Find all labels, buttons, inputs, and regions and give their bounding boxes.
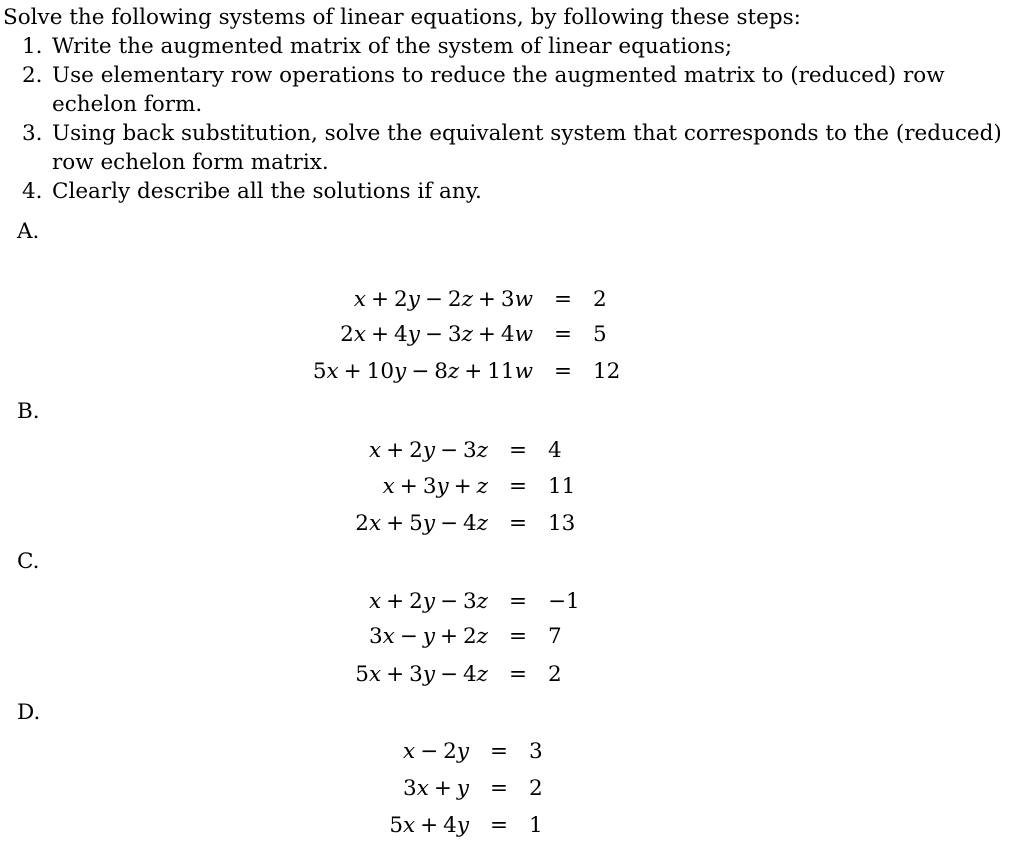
coefficient: 3 — [422, 474, 437, 499]
equation-rhs: 2 — [593, 287, 607, 312]
variable: y — [436, 474, 449, 499]
step-text: Use elementary row operations to reduce the augmented matrix to (reduced) row echelon form. — [52, 63, 945, 117]
variable: y — [456, 739, 469, 764]
variable: x — [353, 287, 366, 312]
coefficient: 2 — [394, 287, 408, 312]
variable: x — [353, 322, 366, 347]
step-item — [3, 61, 1018, 119]
coefficient: 4 — [462, 662, 477, 687]
coefficient: 11 — [487, 359, 515, 384]
coefficient: 2 — [447, 287, 462, 312]
operator: − — [399, 624, 418, 649]
equals-sign: = — [508, 624, 527, 649]
step-number: 4. — [22, 179, 43, 204]
operator: − — [424, 287, 443, 312]
equals-sign: = — [553, 322, 572, 347]
variable: z — [461, 287, 473, 312]
variable: y — [456, 813, 469, 838]
coefficient: 2 — [443, 739, 457, 764]
equation-rhs: 2 — [529, 776, 543, 801]
operator: + — [386, 438, 405, 463]
coefficient: 3 — [409, 662, 423, 687]
coefficient: 3 — [447, 322, 462, 347]
equation-lhs — [340, 320, 533, 350]
variable: y — [422, 624, 435, 649]
variable: x — [368, 511, 382, 536]
equation-row — [0, 737, 469, 767]
variable: x — [403, 813, 416, 838]
coefficient: 2 — [409, 589, 423, 614]
equals-sign: = — [489, 813, 508, 838]
operator: − — [420, 739, 439, 764]
equation-rhs: 12 — [593, 359, 621, 384]
equals-sign: = — [508, 438, 527, 463]
term — [409, 511, 435, 536]
equals-sign: = — [508, 589, 527, 614]
equation-row — [0, 320, 533, 350]
equation-rhs: 13 — [548, 511, 576, 536]
coefficient: 3 — [403, 776, 417, 801]
term — [355, 662, 381, 687]
equation-rhs: 5 — [593, 322, 607, 347]
term — [367, 359, 407, 384]
term — [463, 438, 488, 463]
coefficient: 4 — [462, 511, 477, 536]
instructions-heading: Solve the following systems of linear equations, by following these steps: — [3, 5, 801, 30]
variable: z — [476, 511, 488, 536]
variable: z — [461, 322, 473, 347]
variable: w — [514, 359, 533, 384]
equals-sign: = — [489, 776, 508, 801]
steps-list — [3, 32, 1018, 206]
variable: y — [422, 662, 435, 687]
term — [369, 438, 381, 463]
equation-lhs — [403, 737, 469, 767]
operator: + — [477, 322, 496, 347]
equation-lhs — [313, 357, 533, 387]
variable: y — [407, 322, 420, 347]
term — [434, 359, 459, 384]
coefficient: 4 — [500, 322, 515, 347]
coefficient: 3 — [500, 287, 515, 312]
problem-label: B. — [17, 399, 40, 424]
coefficient: 5 — [389, 813, 403, 838]
variable: z — [476, 474, 488, 499]
instructions — [3, 3, 1018, 206]
variable: w — [514, 322, 533, 347]
term — [443, 739, 469, 764]
operator: − — [424, 322, 443, 347]
coefficient: 8 — [434, 359, 448, 384]
step-number: 3. — [22, 121, 43, 146]
equation-row — [0, 509, 488, 539]
term — [409, 589, 435, 614]
term — [313, 359, 339, 384]
equation-lhs — [389, 811, 469, 841]
term — [409, 438, 435, 463]
equation-row — [0, 622, 488, 652]
operator: + — [439, 624, 458, 649]
term — [389, 813, 415, 838]
equation-row — [0, 774, 469, 804]
operator: − — [439, 511, 458, 536]
term — [394, 322, 420, 347]
step-item — [3, 177, 1018, 206]
variable: x — [368, 662, 382, 687]
equation-rhs: 1 — [529, 813, 543, 838]
coefficient: 5 — [312, 359, 327, 384]
term — [394, 287, 420, 312]
term — [463, 511, 488, 536]
equation-lhs — [355, 509, 488, 539]
problem-label: C. — [17, 549, 40, 574]
term — [448, 287, 473, 312]
step-text: Using back substitution, solve the equivalent system that corresponds to the (reduced) row echelon form matrix. — [52, 121, 1002, 175]
term — [463, 589, 488, 614]
variable: y — [422, 589, 435, 614]
step-item — [3, 32, 1018, 61]
variable: x — [416, 776, 429, 801]
variable: w — [514, 287, 533, 312]
term — [423, 624, 435, 649]
coefficient: 3 — [462, 589, 477, 614]
term — [403, 739, 415, 764]
coefficient: 3 — [368, 624, 383, 649]
operator: + — [464, 359, 483, 384]
term — [369, 624, 395, 649]
coefficient: 2 — [355, 511, 369, 536]
variable: z — [447, 359, 460, 384]
operator: − — [439, 589, 458, 614]
equation-row — [0, 472, 488, 502]
problem-label: A. — [17, 219, 40, 244]
term — [501, 287, 533, 312]
operator: + — [453, 474, 472, 499]
operator: + — [386, 511, 405, 536]
coefficient: 5 — [355, 662, 369, 687]
equation-lhs — [383, 472, 488, 502]
equals-sign: = — [553, 287, 572, 312]
variable: x — [403, 739, 416, 764]
equation-lhs — [369, 587, 488, 617]
term — [463, 624, 488, 649]
operator: + — [433, 776, 452, 801]
operator: + — [371, 287, 390, 312]
term — [463, 662, 488, 687]
variable: x — [368, 589, 382, 614]
variable: x — [368, 438, 382, 463]
variable: x — [382, 474, 395, 499]
variable: z — [476, 589, 488, 614]
variable: x — [382, 624, 395, 649]
coefficient: 4 — [394, 322, 408, 347]
term — [487, 359, 533, 384]
operator: + — [386, 589, 405, 614]
step-item — [3, 119, 1018, 177]
term — [448, 322, 473, 347]
equals-sign: = — [508, 511, 527, 536]
term — [457, 776, 469, 801]
equation-rhs: 7 — [548, 624, 562, 649]
term — [355, 511, 381, 536]
operator: + — [343, 359, 362, 384]
variable: y — [456, 776, 469, 801]
equals-sign: = — [489, 739, 508, 764]
equation-lhs — [369, 436, 488, 466]
term — [383, 474, 395, 499]
variable: x — [326, 359, 339, 384]
operator: + — [420, 813, 439, 838]
step-text: Write the augmented matrix of the system of linear equations; — [52, 34, 733, 59]
variable: y — [422, 438, 435, 463]
operator: + — [399, 474, 418, 499]
operator: − — [411, 359, 430, 384]
coefficient: 2 — [409, 438, 423, 463]
operator: + — [386, 662, 405, 687]
term — [354, 287, 366, 312]
equation-lhs — [369, 622, 488, 652]
equation-rhs: −1 — [548, 589, 580, 614]
equation-lhs — [403, 774, 469, 804]
coefficient: 4 — [443, 813, 457, 838]
term — [340, 322, 366, 347]
term — [501, 322, 533, 347]
variable: y — [407, 287, 420, 312]
equation-row — [0, 811, 469, 841]
equation-lhs — [354, 285, 533, 315]
operator: − — [439, 662, 458, 687]
term — [409, 662, 435, 687]
equals-sign: = — [553, 359, 572, 384]
step-text: Clearly describe all the solutions if any. — [52, 179, 482, 204]
operator: − — [439, 438, 458, 463]
coefficient: 5 — [409, 511, 423, 536]
equation-row — [0, 660, 488, 690]
coefficient: 2 — [462, 624, 477, 649]
equation-rhs: 4 — [548, 438, 562, 463]
variable: z — [476, 662, 488, 687]
coefficient: 2 — [340, 322, 354, 347]
equals-sign: = — [508, 662, 527, 687]
operator: + — [477, 287, 496, 312]
term — [369, 589, 381, 614]
equation-row — [0, 285, 533, 315]
variable: y — [422, 511, 435, 536]
equation-rhs: 2 — [548, 662, 562, 687]
problem-label: D. — [17, 700, 41, 725]
coefficient: 3 — [462, 438, 477, 463]
coefficient: 10 — [366, 359, 395, 384]
operator: + — [371, 322, 390, 347]
term — [423, 474, 449, 499]
variable: z — [476, 438, 488, 463]
term — [477, 474, 488, 499]
equation-row — [0, 587, 488, 617]
equation-row — [0, 436, 488, 466]
variable: z — [476, 624, 488, 649]
step-number: 2. — [22, 63, 43, 88]
term — [443, 813, 469, 838]
variable: y — [394, 359, 407, 384]
step-number: 1. — [22, 34, 43, 59]
equals-sign: = — [508, 474, 527, 499]
equation-rhs: 11 — [548, 474, 576, 499]
equation-row — [0, 357, 533, 387]
term — [403, 776, 429, 801]
equation-rhs: 3 — [529, 739, 543, 764]
equation-lhs — [355, 660, 488, 690]
